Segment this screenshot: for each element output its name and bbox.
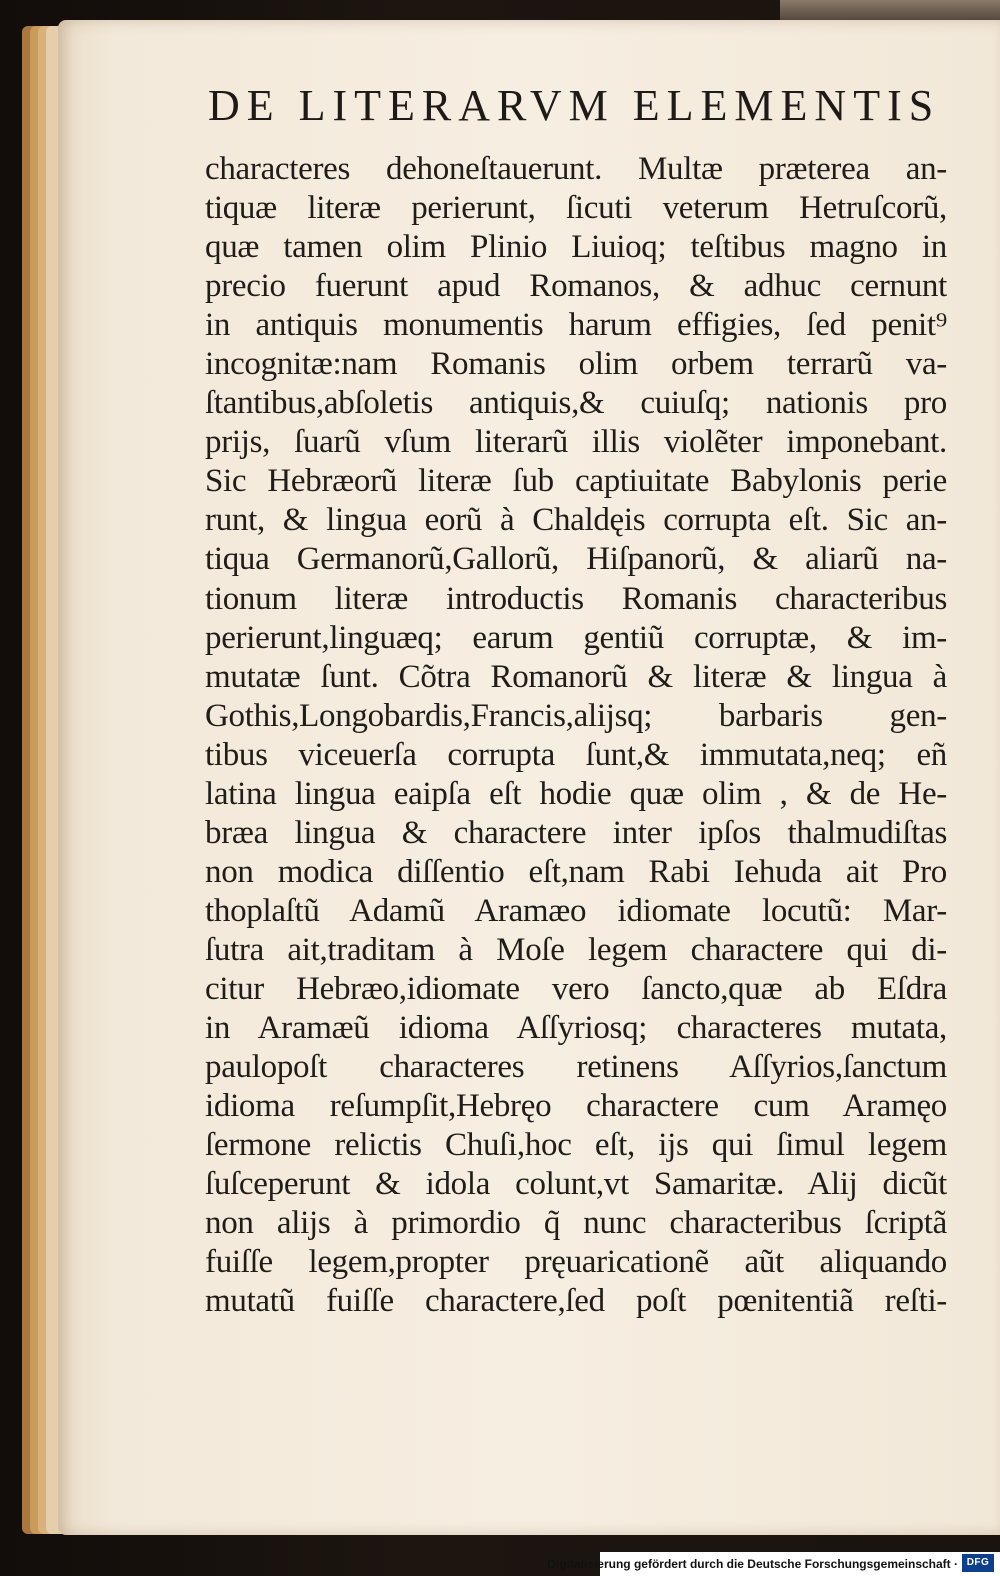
text-line: thoplaſtũ Adamũ Aramæo idiomate locutũ: Mar- (205, 892, 947, 929)
text-line: ſutra ait,traditam à Moſe legem charactere qui di- (205, 931, 947, 968)
text-line: in antiquis monumentis harum effigies, ſed penit⁹ (205, 307, 947, 344)
text-line: tibus viceuerſa corrupta ſunt,& immutata,neq; eñ (205, 736, 947, 773)
text-line: tionum literæ introductis Romanis characteribus (205, 580, 947, 617)
text-line: tiquæ literæ perierunt, ſicuti veterum Hetruſcorũ, (205, 190, 947, 227)
text-line: fuiſſe legem,propter pręuaricationẽ aũt aliquando (205, 1244, 947, 1281)
dfg-logo: DFG (962, 1554, 994, 1572)
text-line: precio fuerunt apud Romanos, & adhuc cernunt (205, 268, 947, 305)
text-line: ſermone relictis Chuſi,hoc eſt, ijs qui ſimul legem (205, 1127, 947, 1164)
text-line: quæ tamen olim Plinio Liuioq; teſtibus magno in (205, 229, 947, 266)
text-line: citur Hebræo,idiomate vero ſancto,quæ ab Eſdra (205, 970, 947, 1007)
text-line: incognitæ:nam Romanis olim orbem terrarũ va- (205, 346, 947, 383)
text-line: tiqua Germanorũ,Gallorũ, Hiſpanorũ, & aliarũ na- (205, 541, 947, 578)
text-line: prijs, ſuarũ vſum literarũ illis violẽter imponebant. (205, 424, 947, 461)
text-line: idioma reſumpſit,Hebręo charactere cum Aramęo (205, 1088, 947, 1125)
text-line: Sic Hebræorũ literæ ſub captiuitate Babylonis perie (205, 463, 947, 500)
funding-credit: Digitalisierung gefördert durch die Deutsche Forschungsgemeinschaft · (547, 1557, 958, 1571)
text-line: ſtantibus,abſoletis antiquis,& cuiuſq; nationis pro (205, 385, 947, 422)
text-line: non modica diſſentio eſt,nam Rabi Iehuda ait Pro (205, 853, 947, 890)
text-line: Gothis,Longobardis,Francis,alijsq; barbaris gen- (205, 697, 947, 734)
text-line: paulopoſt characteres retinens Aſſyrios,ſanctum (205, 1049, 947, 1086)
text-line: ſuſceperunt & idola colunt,vt Samaritæ. Alij dicũt (205, 1166, 947, 1203)
text-line: characteres dehoneſtauerunt. Multæ præterea an- (205, 151, 947, 187)
text-line: perierunt,linguæq; earum gentiũ corruptæ, & im- (205, 619, 947, 656)
text-line: mutatũ fuiſſe charactere,ſed poſt pœnitentiã reſti- (205, 1283, 947, 1320)
running-head: DE LITERARVM ELEMENTIS (208, 81, 941, 130)
text-line: bræa lingua & charactere inter ipſos thalmudiſtas (205, 814, 947, 851)
text-line: in Aramæũ idioma Aſſyriosq; characteres mutata, (205, 1010, 947, 1047)
text-line: latina lingua eaipſa eſt hodie quæ olim , & de He- (205, 775, 947, 812)
text-line: mutatæ ſunt. Cõtra Romanorũ & literæ & lingua à (205, 658, 947, 695)
text-line: runt, & lingua eorũ à Chaldęis corrupta eſt. Sic an- (205, 502, 947, 539)
body-text (205, 150, 947, 1321)
text-line: non alijs à primordio q̃ nunc characteribus ſcriptã (205, 1205, 947, 1242)
